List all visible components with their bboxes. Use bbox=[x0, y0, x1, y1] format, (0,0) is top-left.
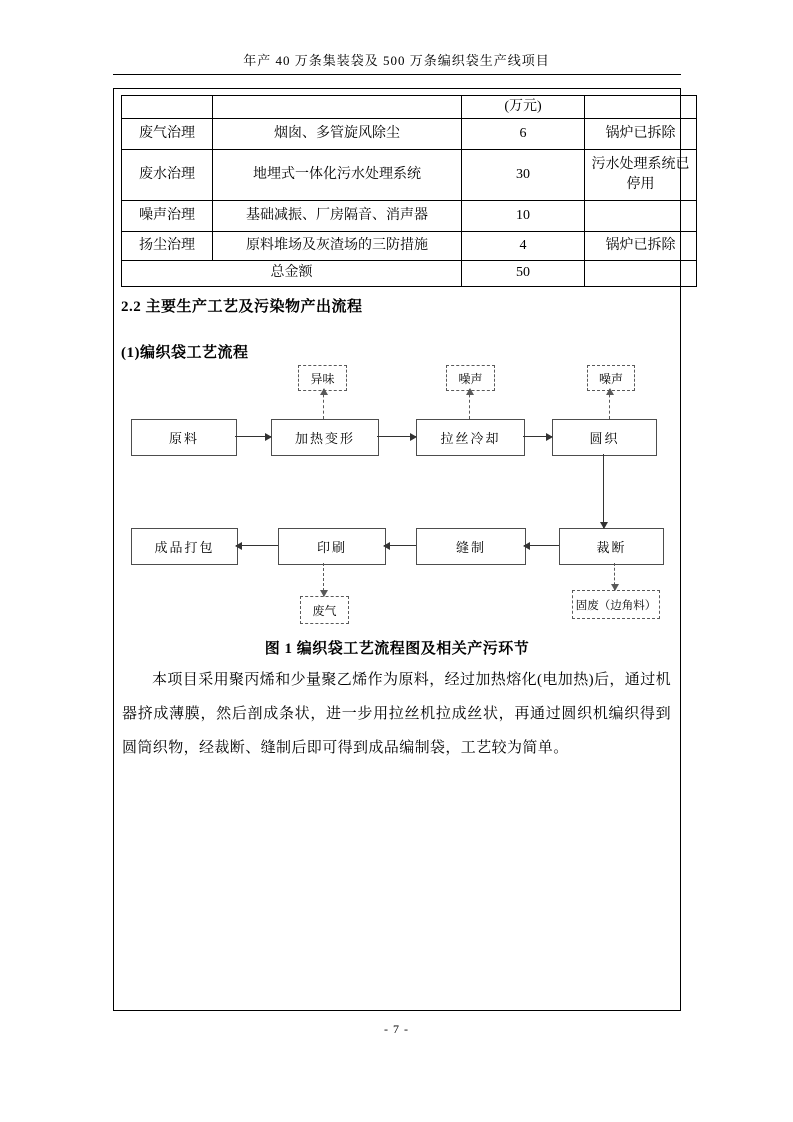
emission-arrow-cutting-solid-waste bbox=[614, 563, 615, 590]
page-number: - 7 - bbox=[384, 1022, 409, 1036]
emission-arrow-weaving-noise bbox=[609, 389, 610, 419]
flow-step-heating: 加热变形 bbox=[271, 419, 379, 456]
pollutant-box-odor: 异味 bbox=[298, 365, 347, 391]
cell-remark: 锅炉已拆除 bbox=[585, 119, 697, 150]
pollutant-box-solid-waste: 固废（边角料） bbox=[572, 590, 660, 619]
emission-arrow-heating-odor bbox=[323, 389, 324, 419]
table-row bbox=[122, 150, 697, 201]
flow-step-cutting: 裁断 bbox=[559, 528, 664, 565]
table-row-total bbox=[122, 261, 697, 287]
cell-amount: 4 bbox=[462, 232, 585, 261]
cell-category: 噪声治理 bbox=[122, 201, 213, 232]
cell-empty bbox=[213, 96, 462, 119]
flow-arrow-drawing-to-weaving bbox=[523, 436, 552, 437]
cell-category: 废气治理 bbox=[122, 119, 213, 150]
emission-arrow-printing-waste-gas bbox=[323, 563, 324, 596]
cell-total-remark bbox=[585, 261, 697, 287]
cell-empty bbox=[122, 96, 213, 119]
flow-step-printing: 印刷 bbox=[278, 528, 386, 565]
cell-measure: 原料堆场及灰渣场的三防措施 bbox=[213, 232, 462, 261]
flow-step-packing: 成品打包 bbox=[131, 528, 238, 565]
flow-arrow-raw-to-heating bbox=[235, 436, 271, 437]
table-row bbox=[122, 119, 697, 150]
body-paragraph: 本项目采用聚丙烯和少量聚乙烯作为原料，经过加热熔化(电加热)后，通过机器挤成薄膜，然后剖成条状，进一步用拉丝机拉成丝状，再通过圆织机编织得到圆筒织物，经裁断、缝制后即可得到成品编制袋，工艺较为简单。 bbox=[122, 672, 671, 756]
cell-remark: 锅炉已拆除 bbox=[585, 232, 697, 261]
treatment-cost-table bbox=[121, 95, 697, 287]
pollutant-box-waste-gas: 废气 bbox=[300, 596, 349, 624]
cell-category: 扬尘治理 bbox=[122, 232, 213, 261]
cell-remark: 污水处理系统已停用 bbox=[585, 150, 697, 201]
emission-arrow-drawing-noise bbox=[469, 389, 470, 419]
content-frame bbox=[113, 88, 690, 1011]
cell-amount: 6 bbox=[462, 119, 585, 150]
flow-arrow-printing-to-packing bbox=[236, 545, 278, 546]
table-row-unit-header bbox=[122, 96, 697, 119]
header-rule bbox=[113, 74, 681, 75]
flow-step-raw-material: 原料 bbox=[131, 419, 237, 456]
cell-amount: 10 bbox=[462, 201, 585, 232]
flow-step-circular-weaving: 圆织 bbox=[552, 419, 657, 456]
cell-remark bbox=[585, 201, 697, 232]
cell-measure: 烟囱、多管旋风除尘 bbox=[213, 119, 462, 150]
pollutant-box-noise-weaving: 噪声 bbox=[587, 365, 635, 391]
cell-measure: 基础减振、厂房隔音、消声器 bbox=[213, 201, 462, 232]
cell-unit-label: (万元) bbox=[462, 96, 585, 119]
table-row bbox=[122, 232, 697, 261]
document-header-title: 年产 40 万条集装袋及 500 万条编织袋生产线项目 bbox=[243, 53, 550, 68]
flow-arrow-sewing-to-printing bbox=[384, 545, 416, 546]
pollutant-box-noise-drawing: 噪声 bbox=[446, 365, 495, 391]
flow-arrow-cutting-to-sewing bbox=[524, 545, 559, 546]
section-subheading: (1)编织袋工艺流程 bbox=[121, 345, 249, 361]
cell-measure: 地埋式一体化污水处理系统 bbox=[213, 150, 462, 201]
cell-total-amount: 50 bbox=[462, 261, 585, 287]
cell-empty bbox=[585, 96, 697, 119]
flow-arrow-heating-to-drawing bbox=[377, 436, 416, 437]
cell-category: 废水治理 bbox=[122, 150, 213, 201]
flow-arrow-weaving-to-cutting bbox=[603, 454, 604, 528]
flow-step-sewing: 缝制 bbox=[416, 528, 526, 565]
flow-step-drawing-cooling: 拉丝冷却 bbox=[416, 419, 525, 456]
figure-caption: 图 1 编织袋工艺流程图及相关产污环节 bbox=[264, 641, 530, 657]
cell-total-label: 总金额 bbox=[122, 261, 462, 287]
cell-amount: 30 bbox=[462, 150, 585, 201]
section-heading: 2.2 主要生产工艺及污染物产出流程 bbox=[121, 299, 363, 315]
table-row bbox=[122, 201, 697, 232]
